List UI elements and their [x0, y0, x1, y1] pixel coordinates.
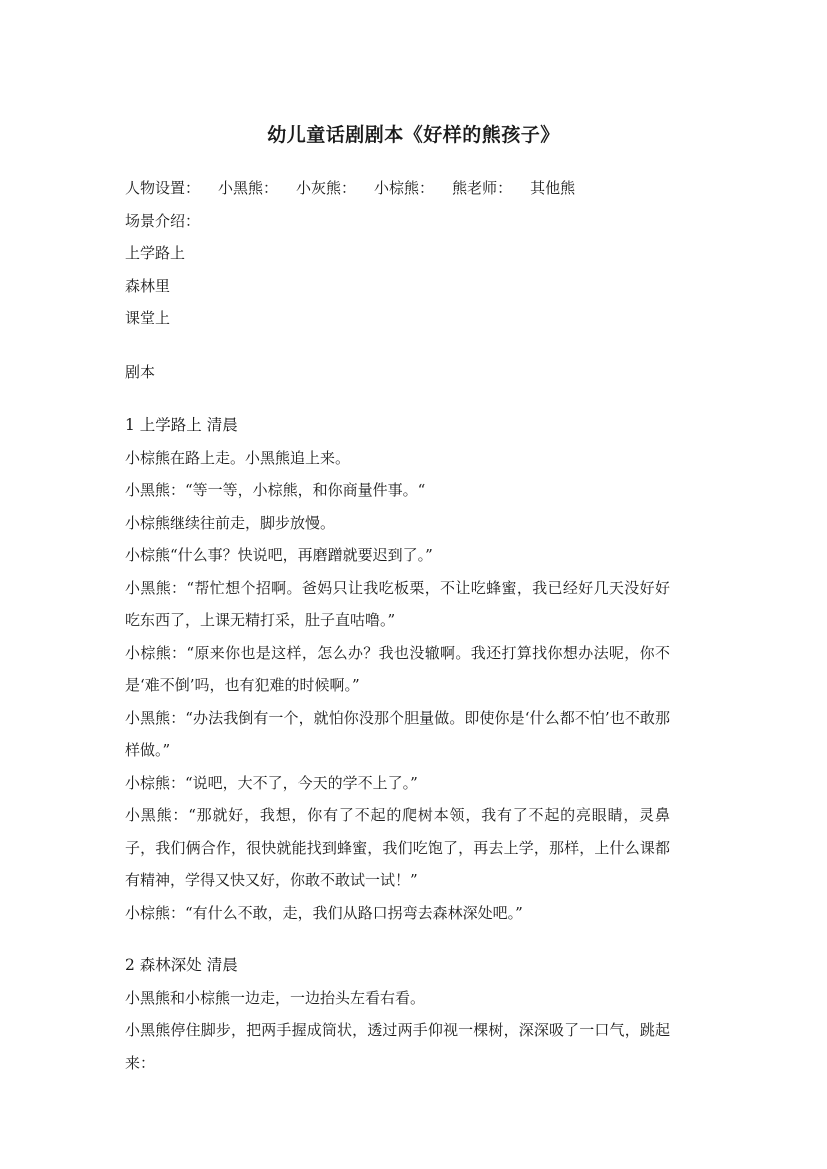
script-line: 小黑熊停住脚步，把两手握成筒状，透过两手仰视一棵树，深深吸了一口气，跳起来：: [125, 1021, 670, 1072]
script-line: 小黑熊和小棕熊一边走，一边抬头左看右看。: [125, 988, 426, 1007]
script-line: 小棕熊：“原来你也是这样，怎么办？我也没辙啊。我还打算找你想办法呢，你不是‘难不倒’吗，也有犯难的时候啊。”: [125, 643, 670, 694]
cast-line: [125, 172, 670, 205]
scene-item: 上学路上: [125, 244, 186, 262]
section-heading: 1 上学路上 清晨: [125, 416, 238, 434]
cast-member: 其他熊: [530, 179, 576, 197]
cast-member: 小黑熊：: [218, 179, 279, 197]
scenes-label: 场景介绍：: [125, 211, 201, 230]
script-line: 小黑熊：“帮忙想个招啊。爸妈只让我吃板栗，不让吃蜂蜜，我已经好几天没好好吃东西了，上课无精打采，肚子直咕噜。”: [125, 578, 670, 629]
section-heading: 2 森林深处 清晨: [125, 956, 238, 974]
cast-member: 小灰熊：: [296, 179, 357, 197]
script-line: 小棕熊继续往前走，脚步放慢。: [125, 513, 336, 532]
script-line: 小黑熊：“办法我倒有一个，就怕你没那个胆量做。即使你是‘什么都不怕’也不敢那样做。”: [125, 708, 670, 759]
script-line: 小黑熊：“那就好，我想，你有了不起的爬树本领，我有了不起的亮眼睛，灵鼻子，我们俩合作，很快就能找到蜂蜜，我们吃饱了，再去上学，那样，上什么课都有精神，学得又快又好，你敢不敢试一试！”: [125, 806, 670, 889]
cast-member: 小棕熊：: [374, 179, 435, 197]
script-line: 小棕熊“什么事？快说吧，再磨蹭就要迟到了。”: [125, 546, 433, 564]
script-line: 小黑熊：“等一等，小棕熊，和你商量件事。“: [125, 481, 426, 499]
document-body: [125, 172, 670, 1079]
cast-member: 熊老师：: [452, 179, 513, 197]
scene-item: 课堂上: [125, 309, 171, 327]
script-line: 小棕熊在路上走。小黑熊追上来。: [125, 448, 351, 467]
document-title: 幼儿童话剧剧本《好样的熊孩子》: [267, 124, 560, 146]
cast-label: 人物设置：: [125, 179, 201, 197]
script-line: 小棕熊：“说吧，大不了，今天的学不上了。”: [125, 773, 418, 792]
script-line: 小棕熊：“有什么不敢，走，我们从路口拐弯去森林深处吧。”: [125, 903, 523, 922]
script-heading: 剧本: [125, 362, 156, 381]
scene-item: 森林里: [125, 276, 171, 295]
